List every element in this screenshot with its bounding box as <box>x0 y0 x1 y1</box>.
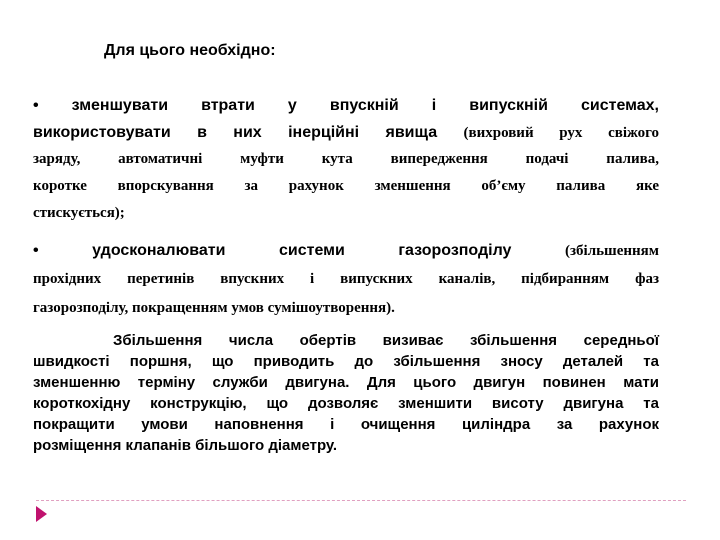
bullet-line <box>33 119 659 146</box>
footer-divider <box>36 500 686 501</box>
bullet-line: прохідних перетинів впускних і випускних каналів, підбиранням фаз <box>33 271 659 287</box>
paragraph-line: покращити умови наповнення і очищення циліндра за рахунок <box>33 416 659 433</box>
bullet-line-note: (збільшенням <box>565 243 659 259</box>
slide-heading: Для цього необхідно: <box>104 42 276 59</box>
bullet-line-note: (вихровий рух свіжого <box>463 125 660 141</box>
paragraph-line: зменшенню терміну служби двигуна. Для цього двигун повинен мати <box>33 374 659 391</box>
bullet-line: • зменшувати втрати у впускній і випускній системах, <box>33 97 659 114</box>
bullet-line-text: використовувати в них інерційні явища <box>33 124 464 141</box>
bullet-line: стискується); <box>33 205 125 221</box>
bullet-item-improve-valve-timing <box>33 236 659 323</box>
bullet-item-reduce-losses <box>33 92 659 227</box>
bullet-line: заряду, автоматичні муфти кута випередження подачі палива, <box>33 151 659 167</box>
paragraph-line: швидкості поршня, що приводить до збільшення зносу деталей та <box>33 353 659 370</box>
triangle-arrow-icon <box>36 506 47 522</box>
paragraph-line: короткохідну конструкцію, що дозволяє зменшити висоту двигуна та <box>33 395 659 412</box>
bullet-line-text: • удосконалювати системи газорозподілу <box>33 242 566 259</box>
paragraph-line: розміщення клапанів більшого діаметру. <box>33 437 338 454</box>
bullet-line: коротке впорскування за рахунок зменшення об’єму палива яке <box>33 178 659 194</box>
bullet-line <box>33 236 659 265</box>
paragraph-line: Збільшення числа обертів визиває збільшення середньої <box>113 332 659 349</box>
bullet-line: газорозподілу, покращенням умов сумішоутворення). <box>33 300 395 316</box>
body-paragraph <box>33 330 659 456</box>
